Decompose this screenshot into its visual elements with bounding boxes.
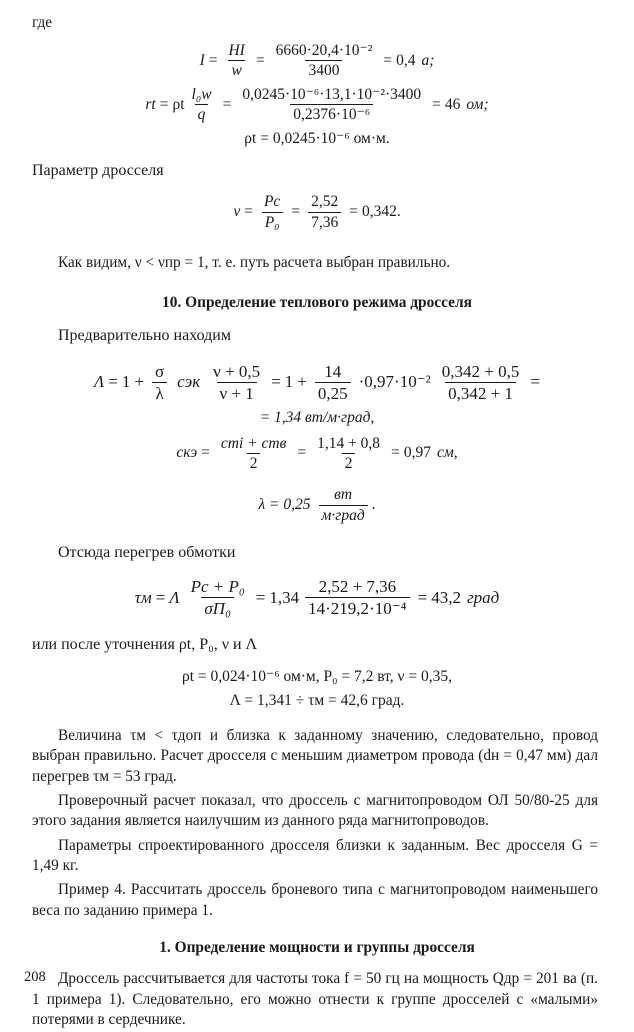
- paragraph-3: Параметры спроектированного дросселя близки к заданным. Вес дросселя G = 1,49 кг.: [32, 836, 598, 875]
- formula-ckz-frac2: $\frac{1,14 + 0,8}{2}$: [317, 434, 381, 472]
- conclusion-paragraph-1: Как видим, ν < νпр = 1, т. е. путь расчета выбран правильно.: [58, 254, 451, 272]
- formula-current-lhs: I: [199, 51, 205, 69]
- formula-lambda-lhs: Λ: [94, 372, 105, 392]
- after-refine-label: или после уточнения ρt, P₀, ν и Λ: [32, 636, 258, 654]
- formula-lambda-value-lhs: λ = 0,25: [258, 496, 311, 514]
- formula-lambda-cak: cэк: [177, 372, 201, 392]
- formula-current-frac1: $\frac{HI}{w}$: [228, 42, 245, 80]
- formula-ckz-result: 0,97: [403, 444, 431, 462]
- section-1-heading: 1. Определение мощности и группы дросселя: [159, 939, 475, 957]
- formula-tau-unit: град: [466, 587, 500, 607]
- formula-ckz-lhs: cкэ: [176, 444, 198, 462]
- formula-tau-lhs: τм: [134, 587, 152, 607]
- formula-lambda-mult: ·0,97·10⁻²: [358, 372, 431, 392]
- overheat-label: Отсюда перегрев обмотки: [58, 544, 236, 561]
- formula-nu-result: 0,342.: [361, 203, 401, 221]
- formula-nu: ν = $\frac{Pс}{\text{P₀}}$ = $\frac{2,52}{7,36}$ = 0,342.: [233, 193, 401, 231]
- formula-lambda-one: 1: [121, 372, 131, 392]
- formula-resistance-rho: ρt: [172, 95, 185, 113]
- formula-current: I = $\frac{HI}{w}$ = $\frac{\text{6660·20,4·10⁻²}}{3400}$ = 0,4 а;: [199, 42, 435, 80]
- paragraph-1: Величина τм < τдоп и близка к заданному значению, следовательно, провод выбран правильно. Расчет дросселя с меньшим диаметром провода (dн = 0,47 мм) дал перегрев τм = 53 град.: [32, 727, 598, 785]
- formula-tau-result: 43,2: [431, 587, 461, 607]
- formula-lambda-eq2: 1: [284, 372, 294, 392]
- prelim-label: Предварительно находим: [58, 326, 231, 344]
- formula-resistance-lhs: rt: [145, 95, 156, 113]
- refined-line-2: Λ = 1,341 ÷ τм = 42,6 град.: [229, 692, 405, 710]
- formula-nu-frac1: $\frac{Pс}{\text{P₀}}$: [261, 193, 283, 231]
- formula-resistance-frac2: $\frac{\text{0,0245·10⁻⁶·13,1·10⁻²·3400}}{\text{0,2376·10⁻⁶}}$: [242, 85, 422, 124]
- formula-lambda-tail: =: [530, 372, 540, 392]
- formula-lambda-frac3: $\frac{14}{0,25}$: [315, 362, 351, 403]
- formula-rho-value: ρt = 0,0245·10⁻⁶ ом·м.: [244, 130, 390, 148]
- formula-tau-coef: 1,34: [269, 587, 300, 607]
- formula-lambda: Λ = 1 + $\frac{\sigma}{\lambda}$ cэк $\frac{\nu + 0,5}{\nu + 1}$ = 1 + $\frac{14}{0,25}$ ·0,97·10⁻² $\frac{0,342 + 0,5}{0,342 + 1}$ =: [94, 361, 540, 403]
- formula-current-frac2: $\frac{\text{6660·20,4·10⁻²}}{3400}$: [275, 42, 373, 80]
- formula-lambda-value: [0, 486, 634, 524]
- paragraph-4: Пример 4. Рассчитать дроссель броневого типа с магнитопроводом наименьшего веса по заданию примера 1.: [32, 881, 598, 919]
- formula-lambda-frac2: $\frac{\nu + 0,5}{\nu + 1}$: [213, 361, 261, 403]
- formula-tau: τм = Λ $\frac{\text{Pс + P₀}}{\text{σП₀}}$ = 1,34 $\frac{2,52 + 7,36}{\text{14·219,2·10⁻⁴}}$ = 43,2 град: [134, 577, 500, 619]
- formula-resistance-result: 46: [444, 95, 461, 113]
- formula-ckz-frac1: $\frac{\text{cті + cтв}}{2}$: [220, 434, 287, 472]
- formula-tau-frac1: $\frac{\text{Pс + P₀}}{\text{σП₀}}$: [190, 577, 245, 619]
- formula-lambda-value-frac: $\frac{вт}{\text{м·град}}$: [319, 486, 368, 524]
- formula-nu-lhs: ν: [233, 203, 241, 221]
- final-paragraph: Дроссель рассчитывается для частоты тока f = 50 гц на мощность Qдр = 201 ва (п. 1 примера 1). Следовательно, его можно отнести к группе дросселей с «малыми» потерями в сердечнике.: [32, 970, 598, 1028]
- formula-lambda-frac1: $\frac{\sigma}{\lambda}$: [152, 362, 167, 403]
- formula-current-result: 0,4: [396, 51, 416, 69]
- formula-resistance-unit: ом;: [466, 95, 489, 113]
- formula-nu-frac2: $\frac{2,52}{7,36}$: [308, 193, 341, 231]
- formula-resistance: rt = ρt $\frac{\text{l₀w}}{q}$ = $\frac{\text{0,0245·10⁻⁶·13,1·10⁻²·3400}}{\text{0,2376·10⁻⁶}}$ = 46 ом;: [145, 85, 489, 124]
- formula-ckz-unit: см,: [436, 444, 458, 462]
- formula-resistance-frac1: $\frac{\text{l₀w}}{q}$: [191, 85, 212, 124]
- formula-lambda-frac4: $\frac{0,342 + 0,5}{0,342 + 1}$: [441, 361, 520, 403]
- refined-line-1: ρt = 0,024·10⁻⁶ ом·м, P₀ = 7,2 вт, ν = 0,35,: [181, 668, 453, 686]
- formula-tau-lambda: Λ: [169, 587, 180, 607]
- param-label: Параметр дросселя: [32, 162, 164, 180]
- page-number: 208: [24, 969, 46, 985]
- formula-lambda-result: = 1,34 вт/м·град,: [259, 408, 375, 426]
- formula-current-unit: а;: [421, 51, 435, 69]
- section-10-heading: 10. Определение теплового режима дросселя: [162, 293, 472, 311]
- where-label: где: [32, 14, 53, 31]
- formula-ckz: cкэ = $\frac{\text{cті + cтв}}{2}$ = $\frac{1,14 + 0,8}{2}$ = 0,97 см,: [176, 434, 458, 472]
- formula-tau-frac2: $\frac{2,52 + 7,36}{\text{14·219,2·10⁻⁴}}$: [305, 577, 409, 618]
- paragraph-2: Проверочный расчет показал, что дроссель с магнитопроводом ОЛ 50/80-25 для этого задания является наилучшим из данного ряда магнитопроводов.: [32, 792, 598, 830]
- formula-lambda-value-dot: .: [371, 496, 376, 514]
